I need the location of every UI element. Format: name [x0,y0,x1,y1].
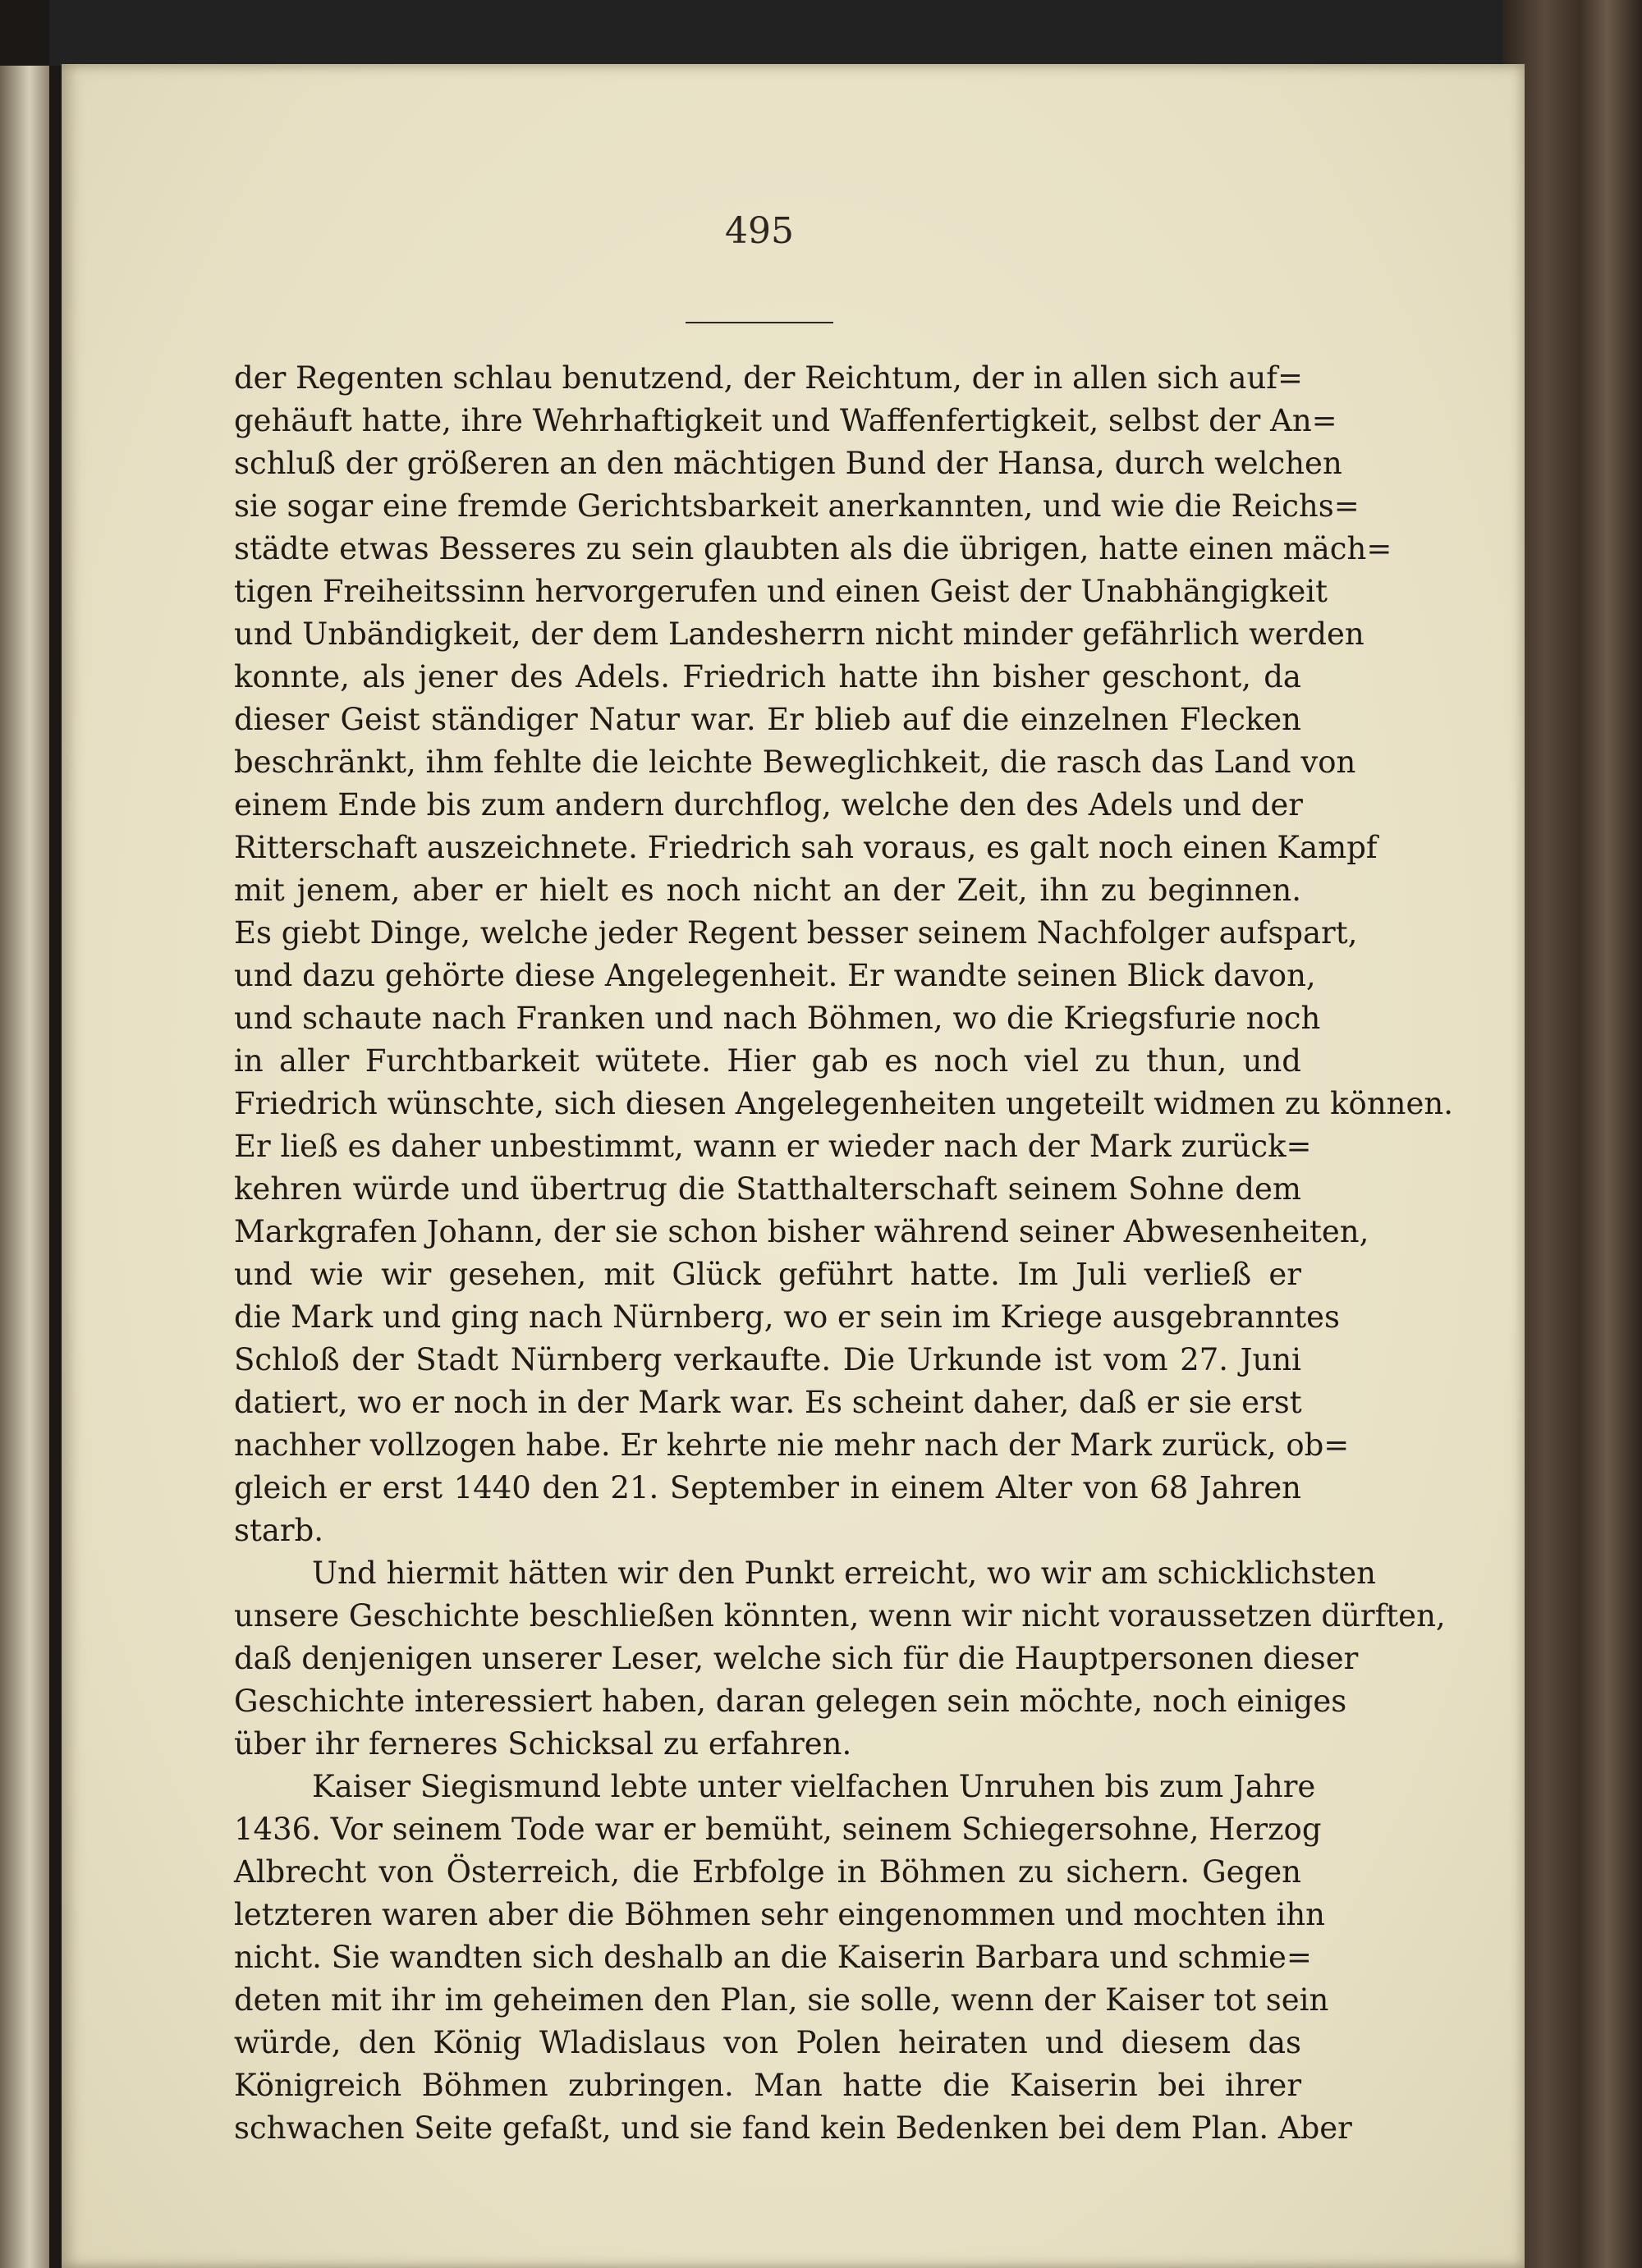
text-line: gleich er erst 1440 den 21. September in einem Alter von 68 Jahren [234,1470,1301,1505]
text-line: Kaiser Siegismund lebte unter vielfachen Unruhen bis zum Jahre [312,1769,1316,1804]
text-line: in aller Furchtbarkeit wütete. Hier gab es noch viel zu thun, und [234,1043,1301,1079]
text-line: dieser Geist ständiger Natur war. Er blieb auf die einzelnen Flecken [234,702,1301,737]
paragraph [234,357,1453,1552]
page-number: 495 [725,210,794,252]
book-cover-top-edge [49,0,1642,66]
text-line: Friedrich wünschte, sich diesen Angelegenheiten ungeteilt widmen zu können. [234,1086,1453,1121]
text-line: Ritterschaft auszeichnete. Friedrich sah voraus, es galt noch einen Kampf [234,830,1378,865]
text-line: 1436. Vor seinem Tode war er bemüht, seinem Schiegersohne, Herzog [234,1812,1322,1847]
text-line: tigen Freiheitssinn hervorgerufen und einen Geist der Unabhängigkeit [234,574,1328,609]
text-line: Geschichte interessiert haben, daran gelegen sein möchte, noch einiges [234,1684,1347,1719]
text-line: unsere Geschichte beschließen könnten, wenn wir nicht voraussetzen dürften, [234,1598,1446,1633]
text-line: Markgrafen Johann, der sie schon bisher während seiner Abwesenheiten, [234,1214,1369,1249]
text-line: würde, den König Wladislaus von Polen heiraten und diesem das [234,2025,1301,2060]
text-line: letzteren waren aber die Böhmen sehr eingenommen und mochten ihn [234,1897,1326,1932]
text-line: nicht. Sie wandten sich deshalb an die Kaiserin Barbara und schmie= [234,1940,1312,1975]
text-line: deten mit ihr im geheimen den Plan, sie solle, wenn der Kaiser tot sein [234,1982,1329,2018]
text-line: Und hiermit hätten wir den Punkt erreicht, wo wir am schicklichsten [312,1556,1376,1591]
text-line: datiert, wo er noch in der Mark war. Es scheint daher, daß er sie erst [234,1385,1302,1420]
text-line: und dazu gehörte diese Angelegenheit. Er wandte seinen Blick davon, [234,958,1316,993]
text-line: gehäuft hatte, ihre Wehrhaftigkeit und Waffenfertigkeit, selbst der An= [234,403,1337,438]
text-line: schluß der größeren an den mächtigen Bund der Hansa, durch welchen [234,446,1342,481]
text-line: über ihr ferneres Schicksal zu erfahren. [234,1726,852,1762]
text-line: und wie wir gesehen, mit Glück geführt hatte. Im Juli verließ er [234,1257,1301,1292]
text-line: konnte, als jener des Adels. Friedrich hatte ihn bisher geschont, da [234,659,1301,694]
text-line: schwachen Seite gefaßt, und sie fand kein Bedenken bei dem Plan. Aber [234,2110,1352,2146]
paragraph [234,1766,1352,2150]
text-line: Albrecht von Österreich, die Erbfolge in Böhmen zu sichern. Gegen [234,1854,1301,1890]
text-line: sie sogar eine fremde Gerichtsbarkeit anerkannten, und wie die Reichs= [234,488,1360,524]
text-line: städte etwas Besseres zu sein glaubten als die übrigen, hatte einen mäch= [234,531,1392,566]
text-line: Schloß der Stadt Nürnberg verkaufte. Die Urkunde ist vom 27. Juni [234,1342,1301,1377]
text-line: der Regenten schlau benutzend, der Reichtum, der in allen sich auf= [234,360,1303,396]
text-line: daß denjenigen unserer Leser, welche sich für die Hauptpersonen dieser [234,1641,1359,1676]
paragraph [234,1552,1446,1766]
text-line: beschränkt, ihm fehlte die leichte Beweglichkeit, die rasch das Land von [234,745,1356,780]
text-line: starb. [234,1513,324,1548]
text-line: Er ließ es daher unbestimmt, wann er wieder nach der Mark zurück= [234,1129,1312,1164]
header-rule [686,322,833,323]
book-page [62,64,1525,2268]
body-text [234,357,1453,2150]
text-line: kehren würde und übertrug die Statthalterschaft seinem Sohne dem [234,1171,1301,1207]
text-line: die Mark und ging nach Nürnberg, wo er sein im Kriege ausgebranntes [234,1299,1341,1335]
text-line: Königreich Böhmen zubringen. Man hatte die Kaiserin bei ihrer [234,2068,1301,2103]
text-line: einem Ende bis zum andern durchflog, welche den des Adels und der [234,787,1303,822]
text-line: und Unbändigkeit, der dem Landesherrn nicht minder gefährlich werden [234,616,1365,652]
previous-page-edge [0,66,49,2268]
text-line: Es giebt Dinge, welche jeder Regent besser seinem Nachfolger aufspart, [234,915,1358,951]
text-line: und schaute nach Franken und nach Böhmen, wo die Kriegsfurie noch [234,1001,1321,1036]
text-line: nachher vollzogen habe. Er kehrte nie mehr nach der Mark zurück, ob= [234,1427,1350,1463]
text-line: mit jenem, aber er hielt es noch nicht an der Zeit, ihn zu beginnen. [234,873,1301,908]
